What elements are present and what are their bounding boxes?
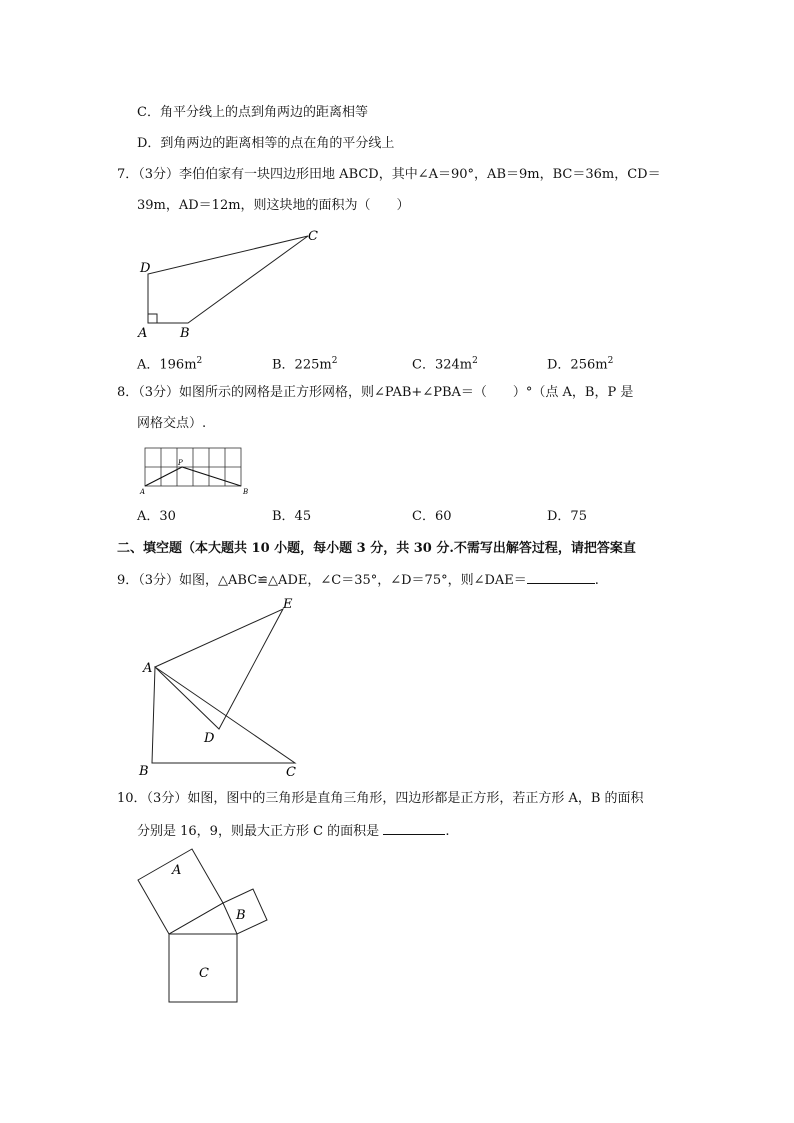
q9-label-b: B: [139, 764, 149, 779]
option-c-prev: C．角平分线上的点到角两边的距离相等: [137, 105, 368, 120]
q7-label-c: C: [308, 229, 318, 244]
q8-stem-line1: 8．（3分）如图所示的网格是正方形网格，则∠PAB+∠PBA＝（ ）°（点 A，B，P 是: [117, 385, 634, 400]
q9-label-e: E: [283, 597, 293, 612]
q8-label-p: P: [178, 459, 183, 467]
q9-label-c: C: [286, 765, 296, 780]
q9-stem: 9．（3分）如图，△ABC≌△ADE，∠C＝35°，∠D＝75°，则∠DAE＝ .: [117, 573, 599, 588]
q7-label-a: A: [138, 326, 148, 341]
q8-option-a: A．30: [137, 509, 176, 524]
q8-label-b: B: [243, 488, 249, 496]
q8-option-c: C．60: [412, 509, 452, 524]
q9-label-d: D: [204, 731, 215, 746]
q8-option-d: D．75: [547, 509, 587, 524]
q8-stem-line2: 网格交点）.: [137, 416, 207, 431]
q8-label-a: A: [140, 488, 146, 496]
q7-stem-line2: 39m，AD＝12m，则这块地的面积为（ ）: [137, 198, 410, 213]
q7-stem-line1: 7．（3分）李伯伯家有一块四边形田地 ABCD，其中∠A＝90°，AB＝9m，BC＝36m，CD＝: [117, 167, 661, 182]
q7-option-c: C．$324m^2$: [412, 356, 478, 373]
q7-label-d: D: [140, 261, 151, 276]
q8-option-b: B．45: [272, 509, 312, 524]
section2-heading: 二、填空题（本大题共 10 小题，每小题 3 分，共 30 分.不需写出解答过程，请把答案直: [117, 541, 636, 556]
q7-option-a: A．$196m^2$: [137, 356, 203, 373]
q7-option-d: D．$256m^2$: [547, 356, 614, 373]
q10-stem-line1: 10．（3分）如图，图中的三角形是直角三角形，四边形都是正方形，若正方形 A，B 的面积: [117, 791, 644, 806]
q10-label-b: B: [236, 908, 246, 923]
q10-label-c: C: [199, 966, 209, 981]
q9-label-a: A: [143, 661, 153, 676]
q7-option-b: B．$225m^2$: [272, 356, 338, 373]
q7-label-b: B: [180, 326, 190, 341]
option-d-prev: D．到角两边的距离相等的点在角的平分线上: [137, 136, 395, 151]
q10-label-a: A: [172, 863, 182, 878]
q10-stem-line2: 分别是 16，9，则最大正方形 C 的面积是 .: [137, 824, 450, 839]
